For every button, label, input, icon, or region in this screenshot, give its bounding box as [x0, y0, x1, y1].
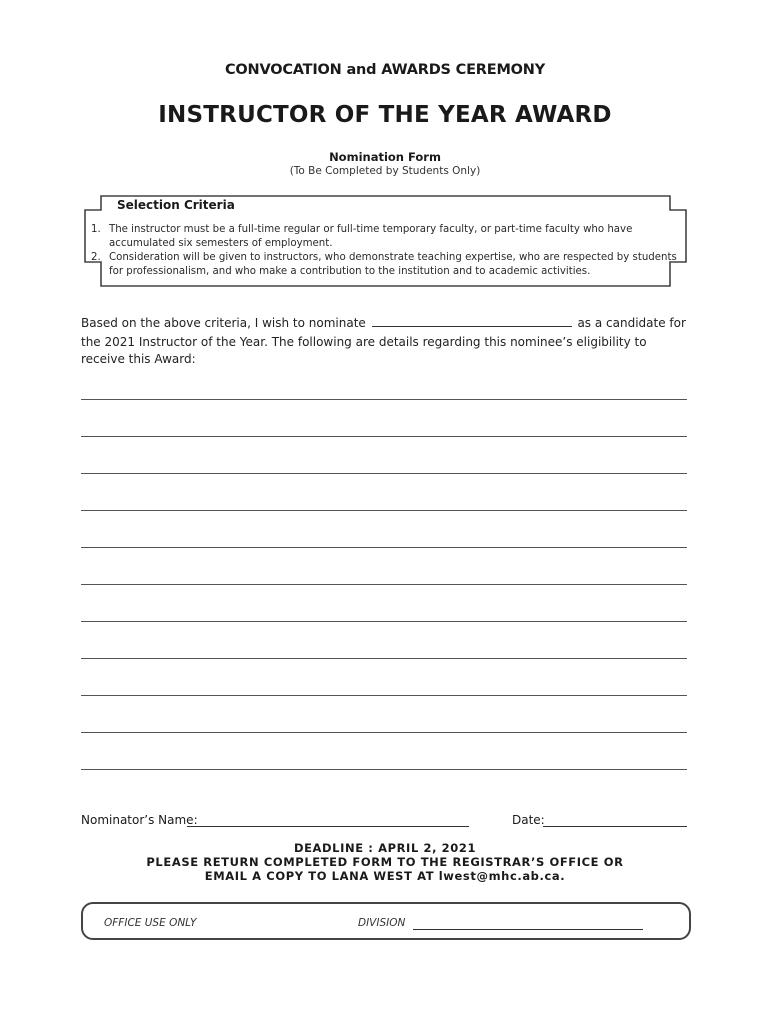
form-note: (To Be Completed by Students Only) [289, 165, 481, 177]
response-line[interactable] [81, 658, 687, 659]
response-line[interactable] [81, 436, 687, 437]
event-heading: CONVOCATION and AWARDS CEREMONY [224, 62, 546, 78]
nominator-name-label: Nominator’s Name: [81, 813, 198, 827]
date-label: Date: [512, 813, 545, 827]
response-line[interactable] [81, 769, 687, 770]
page-title: INSTRUCTOR OF THE YEAR AWARD [158, 102, 612, 128]
nomination-details-text: the 2021 Instructor of the Year. The following are details regarding this nominee’s eligibility to receive this Award: [81, 335, 647, 366]
nomination-sentence [81, 315, 691, 332]
division-label: DIVISION [358, 917, 406, 929]
nominator-name-field[interactable] [187, 826, 469, 827]
response-line[interactable] [81, 399, 687, 400]
criteria-item-number: 1. [91, 224, 101, 235]
criteria-item-text: The instructor must be a full-time regular or full-time temporary faculty, or part-time faculty who have accumulated six semesters of employment. [109, 224, 633, 249]
form-name: Nomination Form [329, 150, 441, 164]
nominee-name-field[interactable] [372, 315, 572, 327]
nomination-suffix: as a candidate for [577, 316, 686, 330]
deadline-date: DEADLINE : APRIL 2, 2021 [293, 841, 477, 855]
response-line[interactable] [81, 695, 687, 696]
deadline-block [0, 841, 770, 883]
criteria-title: Selection Criteria [117, 198, 235, 212]
nomination-prefix: Based on the above criteria, I wish to nominate [81, 316, 366, 330]
criteria-item-text: Consideration will be given to instructors, who demonstrate teaching expertise, who are respected by students for professionalism, and who make a contribution to the institution and to academic activities. [109, 252, 677, 277]
response-line[interactable] [81, 584, 687, 585]
criteria-list [90, 223, 690, 279]
criteria-item [90, 251, 690, 279]
response-line[interactable] [81, 621, 687, 622]
criteria-item [90, 223, 690, 251]
office-use-label: OFFICE USE ONLY [104, 917, 197, 929]
division-field[interactable] [413, 929, 643, 930]
response-line[interactable] [81, 510, 687, 511]
email-instructions: EMAIL A COPY TO LANA WEST AT lwest@mhc.ab.ca. [204, 869, 566, 883]
response-line[interactable] [81, 547, 687, 548]
return-instructions: PLEASE RETURN COMPLETED FORM TO THE REGISTRAR’S OFFICE OR [146, 855, 624, 869]
criteria-item-number: 2. [91, 252, 101, 263]
response-line[interactable] [81, 732, 687, 733]
date-field[interactable] [543, 826, 687, 827]
response-line[interactable] [81, 473, 687, 474]
